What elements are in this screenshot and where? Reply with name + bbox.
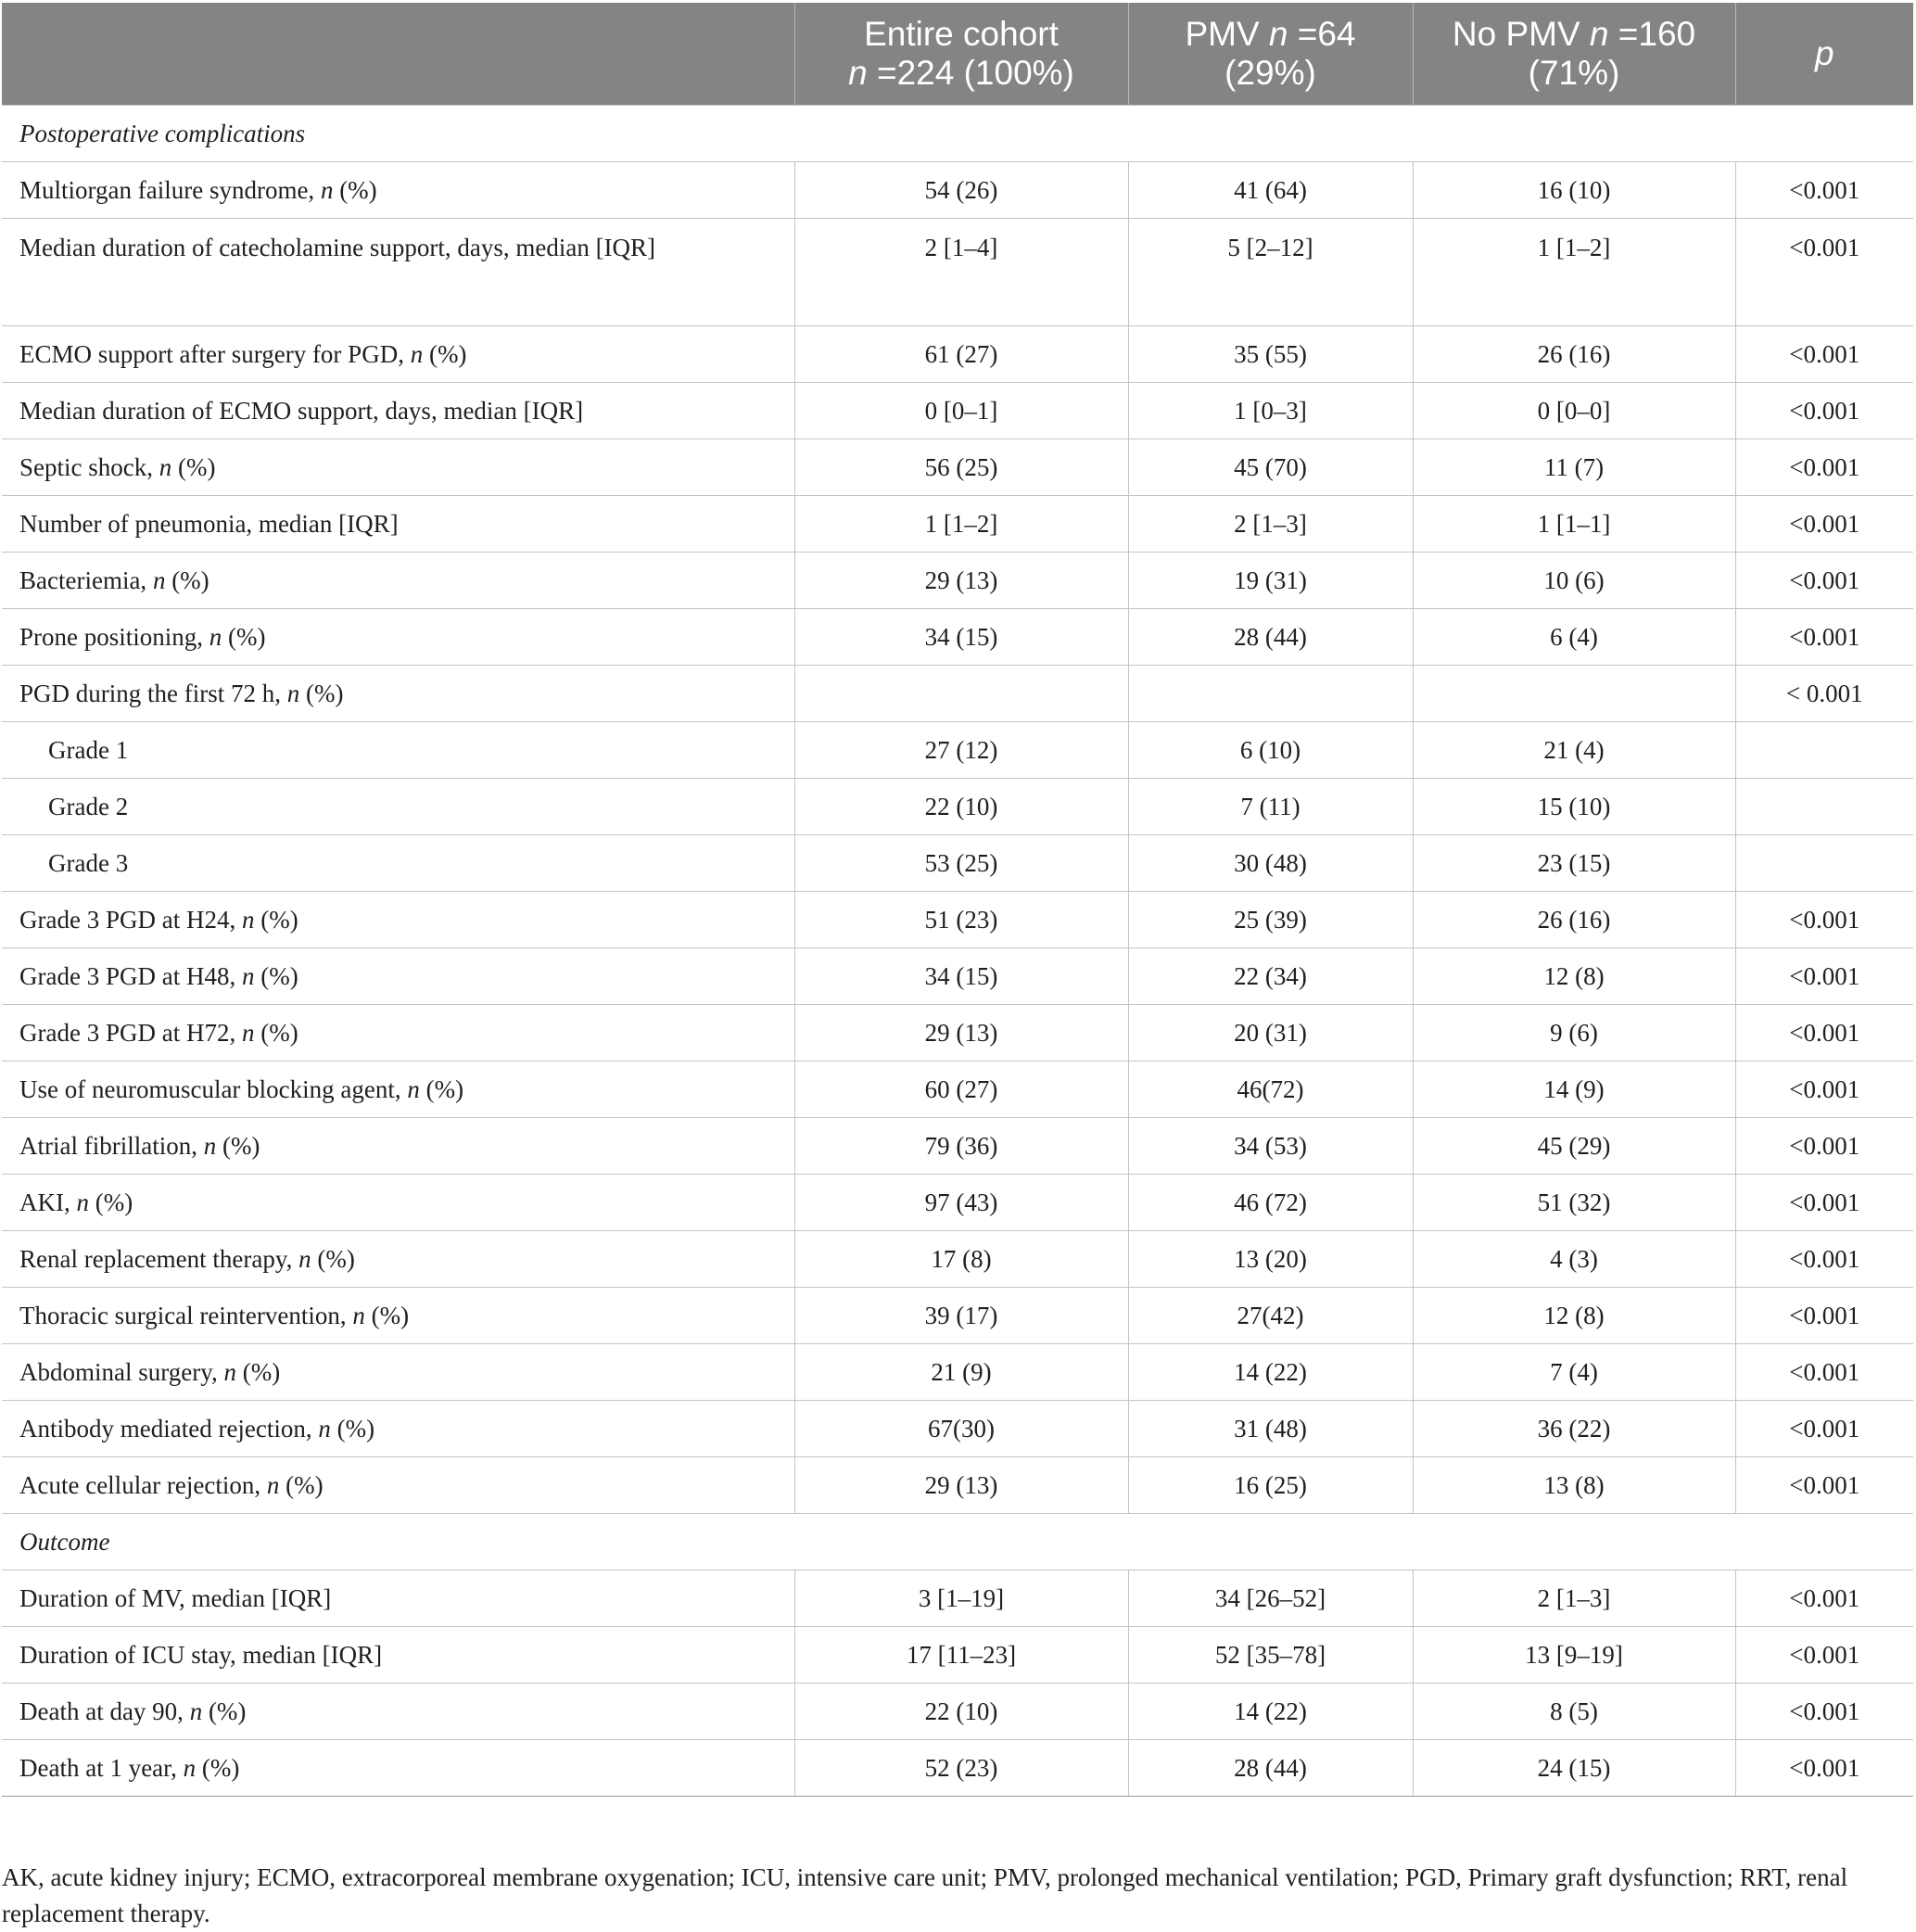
- header-pmv-n: n: [1268, 15, 1288, 53]
- cell-no-pmv: 26 (16): [1413, 892, 1735, 948]
- header-pmv-label: PMV: [1185, 15, 1269, 53]
- row-label-n: n: [203, 1132, 217, 1160]
- cell-entire-cohort: 61 (27): [794, 326, 1128, 383]
- cell-no-pmv: 12 (8): [1413, 1288, 1735, 1344]
- cell-no-pmv: 26 (16): [1413, 326, 1735, 383]
- row-label-text: Multiorgan failure syndrome,: [19, 176, 321, 204]
- cell-pmv: 2 [1–3]: [1128, 496, 1413, 553]
- row-label-text: Number of pneumonia, median [IQR]: [19, 510, 399, 538]
- cell-entire-cohort: 34 (15): [794, 609, 1128, 666]
- cell-p-value: <0.001: [1735, 1570, 1913, 1627]
- cell-p-value: [1735, 835, 1913, 892]
- row-label-n: n: [209, 623, 222, 651]
- row-label-text: Acute cellular rejection,: [19, 1471, 267, 1499]
- row-label-suffix: (%): [279, 1471, 324, 1499]
- row-label-text: Bacteriemia,: [19, 566, 153, 594]
- table-row: [2, 948, 1913, 1005]
- section-label: Outcome: [2, 1514, 1913, 1570]
- cell-entire-cohort: 56 (25): [794, 439, 1128, 496]
- cell-p-value: <0.001: [1735, 1175, 1913, 1231]
- cell-pmv: 19 (31): [1128, 553, 1413, 609]
- cell-pmv: 46(72): [1128, 1061, 1413, 1118]
- header-pmv: [1128, 3, 1413, 106]
- table-row: [2, 1457, 1913, 1514]
- row-label-n: n: [76, 1188, 89, 1216]
- row-label-n: n: [241, 1019, 255, 1047]
- cell-entire-cohort: 39 (17): [794, 1288, 1128, 1344]
- row-label-n: n: [241, 962, 255, 990]
- row-label-n: n: [298, 1245, 311, 1273]
- table-header: [2, 3, 1913, 106]
- cell-pmv: 20 (31): [1128, 1005, 1413, 1061]
- row-label-n: n: [410, 340, 424, 368]
- row-label-suffix: (%): [171, 453, 216, 481]
- cell-pmv: 14 (22): [1128, 1684, 1413, 1740]
- table-row: [2, 1005, 1913, 1061]
- table-footnote: AK, acute kidney injury; ECMO, extracorporeal membrane oxygenation; ICU, intensive care unit; PMV, prolonged mechanical ventilation; PGD, Primary graft dysfunction; RRT, renal replacement therapy.: [2, 1863, 1848, 1927]
- row-label-text: Use of neuromuscular blocking agent,: [19, 1075, 408, 1103]
- cell-no-pmv: 14 (9): [1413, 1061, 1735, 1118]
- cell-p-value: <0.001: [1735, 553, 1913, 609]
- row-label-suffix: (%): [202, 1697, 247, 1725]
- header-entire-cohort: [794, 3, 1128, 106]
- cell-no-pmv: 24 (15): [1413, 1740, 1735, 1797]
- cell-pmv: 22 (34): [1128, 948, 1413, 1005]
- row-label: [2, 948, 794, 1005]
- row-label: [2, 1344, 794, 1401]
- cell-no-pmv: 1 [1–1]: [1413, 496, 1735, 553]
- cell-p-value: <0.001: [1735, 1288, 1913, 1344]
- row-label-suffix: (%): [254, 906, 298, 934]
- table-row: [2, 779, 1913, 835]
- row-label: [2, 162, 794, 219]
- row-label-n: n: [183, 1754, 197, 1782]
- row-label-n: n: [407, 1075, 420, 1103]
- cell-entire-cohort: 27 (12): [794, 722, 1128, 779]
- row-label: [2, 1627, 794, 1684]
- row-label-n: n: [241, 906, 255, 934]
- cell-pmv: 41 (64): [1128, 162, 1413, 219]
- row-label-text: Grade 3 PGD at H48,: [19, 962, 242, 990]
- table-row: [2, 1231, 1913, 1288]
- cell-entire-cohort: 21 (9): [794, 1344, 1128, 1401]
- table-row: [2, 1118, 1913, 1175]
- cell-no-pmv: 45 (29): [1413, 1118, 1735, 1175]
- row-label-text: Grade 1: [48, 736, 129, 764]
- cell-pmv: 30 (48): [1128, 835, 1413, 892]
- row-label-text: Death at 1 year,: [19, 1754, 184, 1782]
- cell-p-value: [1735, 722, 1913, 779]
- cell-pmv: 34 (53): [1128, 1118, 1413, 1175]
- cell-p-value: <0.001: [1735, 1401, 1913, 1457]
- table-row: [2, 383, 1913, 439]
- table-row: [2, 1627, 1913, 1684]
- cell-no-pmv: 23 (15): [1413, 835, 1735, 892]
- cell-entire-cohort: 54 (26): [794, 162, 1128, 219]
- row-label: [2, 439, 794, 496]
- cell-entire-cohort: 29 (13): [794, 553, 1128, 609]
- table-row: [2, 666, 1913, 722]
- header-pmv-count: =64: [1288, 15, 1356, 53]
- cell-pmv: 31 (48): [1128, 1401, 1413, 1457]
- header-entire-cohort-n: n: [848, 54, 868, 92]
- cell-p-value: <0.001: [1735, 1118, 1913, 1175]
- cell-entire-cohort: [794, 666, 1128, 722]
- header-no-pmv-n: n: [1589, 15, 1609, 53]
- cell-entire-cohort: 3 [1–19]: [794, 1570, 1128, 1627]
- cell-p-value: <0.001: [1735, 496, 1913, 553]
- row-label: [2, 496, 794, 553]
- cell-pmv: 45 (70): [1128, 439, 1413, 496]
- cell-p-value: <0.001: [1735, 383, 1913, 439]
- header-no-pmv-percent: (71%): [1528, 54, 1620, 92]
- cell-no-pmv: 6 (4): [1413, 609, 1735, 666]
- row-label-text: Abdominal surgery,: [19, 1358, 224, 1386]
- cell-entire-cohort: 17 [11–23]: [794, 1627, 1128, 1684]
- row-label-suffix: (%): [311, 1245, 355, 1273]
- table-row: [2, 609, 1913, 666]
- cell-pmv: 13 (20): [1128, 1231, 1413, 1288]
- cell-entire-cohort: 22 (10): [794, 779, 1128, 835]
- cell-p-value: <0.001: [1735, 1344, 1913, 1401]
- cell-no-pmv: 0 [0–0]: [1413, 383, 1735, 439]
- row-label: [2, 326, 794, 383]
- cell-entire-cohort: 51 (23): [794, 892, 1128, 948]
- header-entire-cohort-line2: =224 (100%): [867, 54, 1074, 92]
- row-label-text: Grade 3: [48, 849, 129, 877]
- cell-no-pmv: 2 [1–3]: [1413, 1570, 1735, 1627]
- row-label: [2, 1061, 794, 1118]
- cell-no-pmv: 11 (7): [1413, 439, 1735, 496]
- row-label-text: Renal replacement therapy,: [19, 1245, 299, 1273]
- header-variable: [2, 3, 794, 106]
- table-row: [2, 553, 1913, 609]
- row-label-n: n: [266, 1471, 280, 1499]
- cell-no-pmv: 9 (6): [1413, 1005, 1735, 1061]
- row-label-text: Median duration of catecholamine support, days, median [IQR]: [19, 234, 656, 261]
- complications-outcome-table: [2, 3, 1913, 1797]
- table-row: [2, 439, 1913, 496]
- row-label: [2, 609, 794, 666]
- row-label-text: AKI,: [19, 1188, 77, 1216]
- cell-no-pmv: 51 (32): [1413, 1175, 1735, 1231]
- cell-no-pmv: 7 (4): [1413, 1344, 1735, 1401]
- cell-pmv: 34 [26–52]: [1128, 1570, 1413, 1627]
- cell-no-pmv: [1413, 666, 1735, 722]
- cell-pmv: 16 (25): [1128, 1457, 1413, 1514]
- cell-p-value: <0.001: [1735, 1005, 1913, 1061]
- cell-entire-cohort: 34 (15): [794, 948, 1128, 1005]
- cell-entire-cohort: 60 (27): [794, 1061, 1128, 1118]
- header-row: [2, 3, 1913, 106]
- row-label: [2, 892, 794, 948]
- row-label-suffix: (%): [196, 1754, 240, 1782]
- cell-pmv: 35 (55): [1128, 326, 1413, 383]
- row-label-suffix: (%): [423, 340, 467, 368]
- header-pmv-percent: (29%): [1224, 54, 1316, 92]
- cell-p-value: <0.001: [1735, 1740, 1913, 1797]
- table-row: [2, 722, 1913, 779]
- cell-pmv: 5 [2–12]: [1128, 219, 1413, 326]
- cell-entire-cohort: 22 (10): [794, 1684, 1128, 1740]
- cell-p-value: <0.001: [1735, 162, 1913, 219]
- row-label: [2, 383, 794, 439]
- row-label-suffix: (%): [333, 176, 377, 204]
- row-label-suffix: (%): [419, 1075, 464, 1103]
- cell-no-pmv: 36 (22): [1413, 1401, 1735, 1457]
- row-label-text: ECMO support after surgery for PGD,: [19, 340, 411, 368]
- table-row: [2, 219, 1913, 326]
- cell-p-value: < 0.001: [1735, 666, 1913, 722]
- header-entire-cohort-line1: Entire cohort: [864, 15, 1059, 53]
- cell-entire-cohort: 29 (13): [794, 1005, 1128, 1061]
- cell-entire-cohort: 29 (13): [794, 1457, 1128, 1514]
- section-row-outcome: [2, 1514, 1913, 1570]
- row-label-text: Septic shock,: [19, 453, 159, 481]
- row-label-text: Antibody mediated rejection,: [19, 1415, 319, 1443]
- row-label: [2, 835, 794, 892]
- table-row: [2, 1740, 1913, 1797]
- cell-pmv: 28 (44): [1128, 1740, 1413, 1797]
- cell-no-pmv: 4 (3): [1413, 1231, 1735, 1288]
- row-label: [2, 1740, 794, 1797]
- cell-pmv: 52 [35–78]: [1128, 1627, 1413, 1684]
- row-label-text: Grade 3 PGD at H72,: [19, 1019, 242, 1047]
- row-label-suffix: (%): [364, 1302, 410, 1329]
- row-label-text: Grade 3 PGD at H24,: [19, 906, 242, 934]
- table-body: [2, 106, 1913, 1797]
- cell-entire-cohort: 1 [1–2]: [794, 496, 1128, 553]
- row-label: [2, 1288, 794, 1344]
- cell-entire-cohort: 79 (36): [794, 1118, 1128, 1175]
- row-label: [2, 1684, 794, 1740]
- cell-pmv: 7 (11): [1128, 779, 1413, 835]
- table-row: [2, 1061, 1913, 1118]
- cell-pmv: 46 (72): [1128, 1175, 1413, 1231]
- table-row: [2, 1175, 1913, 1231]
- cell-entire-cohort: 52 (23): [794, 1740, 1128, 1797]
- header-p-label: p: [1814, 34, 1834, 72]
- header-p-value: [1735, 3, 1913, 106]
- table-row: [2, 1344, 1913, 1401]
- cell-p-value: <0.001: [1735, 439, 1913, 496]
- row-label-n: n: [320, 176, 334, 204]
- row-label: [2, 1005, 794, 1061]
- row-label-suffix: (%): [222, 623, 266, 651]
- section-label: Postoperative complications: [2, 106, 1913, 162]
- row-label-suffix: (%): [216, 1132, 260, 1160]
- cell-no-pmv: 13 (8): [1413, 1457, 1735, 1514]
- cell-p-value: <0.001: [1735, 1684, 1913, 1740]
- row-label-text: Grade 2: [48, 793, 129, 820]
- row-label-n: n: [152, 566, 166, 594]
- row-label: [2, 1175, 794, 1231]
- cell-entire-cohort: 97 (43): [794, 1175, 1128, 1231]
- cell-p-value: <0.001: [1735, 892, 1913, 948]
- row-label-suffix: (%): [254, 1019, 298, 1047]
- row-label: [2, 666, 794, 722]
- row-label-suffix: (%): [89, 1188, 133, 1216]
- cell-entire-cohort: 53 (25): [794, 835, 1128, 892]
- row-label-suffix: (%): [254, 962, 298, 990]
- cell-no-pmv: 16 (10): [1413, 162, 1735, 219]
- cell-no-pmv: 10 (6): [1413, 553, 1735, 609]
- cell-pmv: 28 (44): [1128, 609, 1413, 666]
- row-label-suffix: (%): [330, 1415, 375, 1443]
- cell-p-value: <0.001: [1735, 1231, 1913, 1288]
- row-label: [2, 1570, 794, 1627]
- row-label-text: Death at day 90,: [19, 1697, 190, 1725]
- table-row: [2, 892, 1913, 948]
- row-label-n: n: [286, 680, 300, 707]
- cell-p-value: <0.001: [1735, 219, 1913, 326]
- header-no-pmv-count: =160: [1608, 15, 1696, 53]
- cell-p-value: <0.001: [1735, 1061, 1913, 1118]
- table-row: [2, 326, 1913, 383]
- table-row: [2, 1570, 1913, 1627]
- cell-pmv: 27(42): [1128, 1288, 1413, 1344]
- header-no-pmv: [1413, 3, 1735, 106]
- row-label: [2, 553, 794, 609]
- cell-p-value: <0.001: [1735, 609, 1913, 666]
- row-label-text: Duration of MV, median [IQR]: [19, 1584, 332, 1612]
- cell-no-pmv: 8 (5): [1413, 1684, 1735, 1740]
- row-label-suffix: (%): [299, 680, 344, 707]
- cell-pmv: [1128, 666, 1413, 722]
- row-label-suffix: (%): [235, 1358, 281, 1386]
- table-row: [2, 162, 1913, 219]
- cell-p-value: <0.001: [1735, 1627, 1913, 1684]
- cell-p-value: [1735, 779, 1913, 835]
- cell-no-pmv: 1 [1–2]: [1413, 219, 1735, 326]
- section-row-complications: [2, 106, 1913, 162]
- cell-no-pmv: 21 (4): [1413, 722, 1735, 779]
- cell-pmv: 6 (10): [1128, 722, 1413, 779]
- row-label-n: n: [318, 1415, 331, 1443]
- row-label-text: Atrial fibrillation,: [19, 1132, 204, 1160]
- row-label-n: n: [189, 1697, 203, 1725]
- row-label-n: n: [159, 453, 172, 481]
- row-label: [2, 1118, 794, 1175]
- table-row: [2, 1684, 1913, 1740]
- row-label: [2, 1457, 794, 1514]
- cell-entire-cohort: 67(30): [794, 1401, 1128, 1457]
- table-row: [2, 1401, 1913, 1457]
- row-label-suffix: (%): [165, 566, 209, 594]
- row-label-text: Median duration of ECMO support, days, median [IQR]: [19, 397, 584, 425]
- row-label-text: Thoracic surgical reintervention,: [19, 1302, 353, 1329]
- cell-p-value: <0.001: [1735, 326, 1913, 383]
- cell-no-pmv: 15 (10): [1413, 779, 1735, 835]
- table-row: [2, 835, 1913, 892]
- cell-p-value: <0.001: [1735, 948, 1913, 1005]
- cell-pmv: 25 (39): [1128, 892, 1413, 948]
- cell-pmv: 14 (22): [1128, 1344, 1413, 1401]
- row-label: [2, 1231, 794, 1288]
- header-no-pmv-label: No PMV: [1452, 15, 1590, 53]
- row-label: [2, 219, 794, 326]
- row-label-text: Duration of ICU stay, median [IQR]: [19, 1641, 383, 1669]
- row-label-n: n: [352, 1302, 365, 1329]
- row-label-text: Prone positioning,: [19, 623, 209, 651]
- cell-entire-cohort: 0 [0–1]: [794, 383, 1128, 439]
- cell-no-pmv: 13 [9–19]: [1413, 1627, 1735, 1684]
- cell-no-pmv: 12 (8): [1413, 948, 1735, 1005]
- cell-pmv: 1 [0–3]: [1128, 383, 1413, 439]
- row-label: [2, 722, 794, 779]
- row-label: [2, 779, 794, 835]
- table-row: [2, 496, 1913, 553]
- row-label-n: n: [223, 1358, 236, 1386]
- row-label-text: PGD during the first 72 h,: [19, 680, 287, 707]
- cell-entire-cohort: 2 [1–4]: [794, 219, 1128, 326]
- row-label: [2, 1401, 794, 1457]
- cell-p-value: <0.001: [1735, 1457, 1913, 1514]
- cell-entire-cohort: 17 (8): [794, 1231, 1128, 1288]
- table-row: [2, 1288, 1913, 1344]
